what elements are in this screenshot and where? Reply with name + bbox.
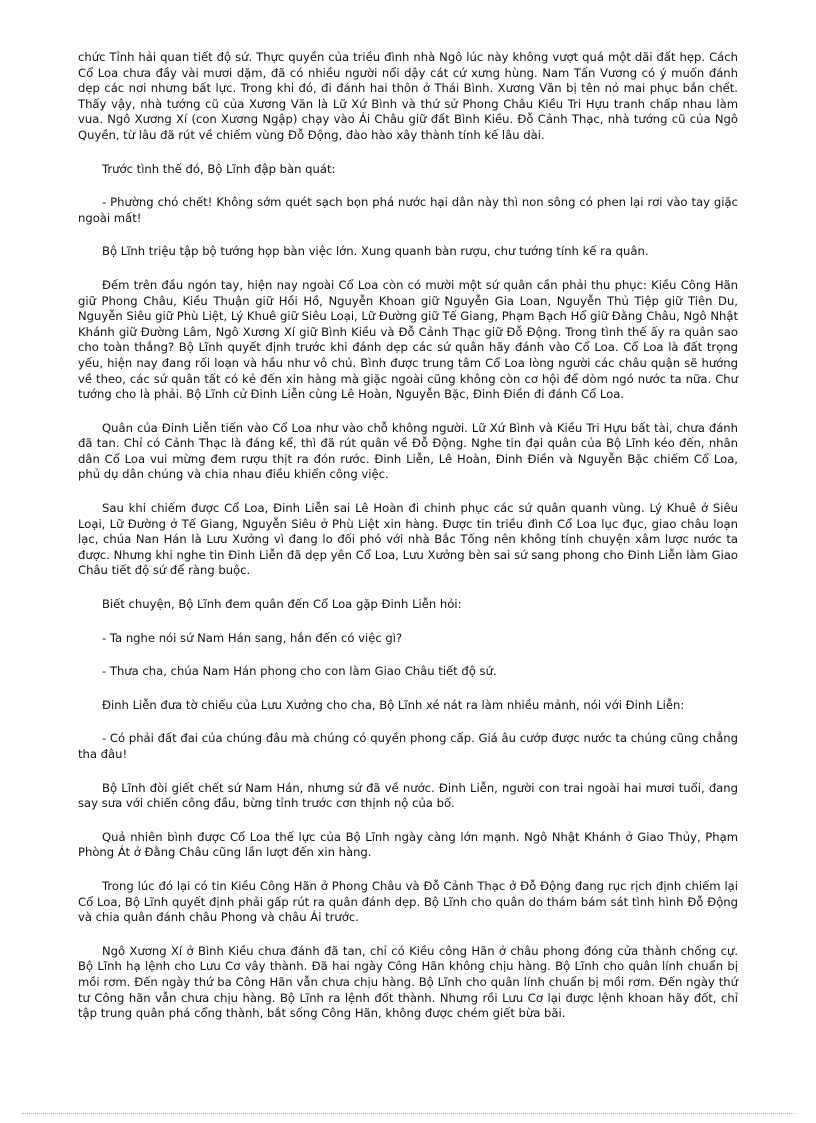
page-bottom-divider [22, 1113, 794, 1114]
paragraph: - Có phải đất đai của chúng đâu mà chúng có quyền phong cấp. Giá âu cướp được nước ta chúng cũng chẳng tha đâu! [78, 731, 738, 761]
paragraph: Trong lúc đó lại có tin Kiều Công Hãn ở Phong Châu và Đỗ Cảnh Thạc ở Đỗ Động đang rục rịch định chiếm lại Cổ Loa, Bộ Lĩnh quyết định phải gấp rút ra quân đánh dẹp. Bộ Lĩnh cho quân do thám bám sát tình hình Đỗ Động và chia quân đánh châu Phong và châu Ái trước. [78, 878, 738, 925]
paragraph: Bộ Lĩnh triệu tập bộ tướng họp bàn việc lớn. Xung quanh bàn rượu, chư tướng tính kế ra quân. [102, 244, 649, 259]
paragraph: Biết chuyện, Bộ Lĩnh đem quân đến Cổ Loa gặp Đinh Liễn hỏi: [102, 597, 462, 612]
paragraph: - Thưa cha, chúa Nam Hán phong cho con làm Giao Châu tiết độ sứ. [102, 664, 497, 679]
document-body [78, 50, 738, 1040]
paragraph: Đinh Liễn đưa tờ chiếu của Lưu Xưởng cho cha, Bộ Lĩnh xé nát ra làm nhiều mảnh, nói với Đinh Liễn: [102, 697, 685, 712]
paragraph: chức Tỉnh hải quan tiết độ sứ. Thực quyền của triều đình nhà Ngô lúc này không vượt quá một dãi đất hẹp. Cách Cổ Loa chưa đầy vài mươi dặm, đã có nhiều người nổi dậy cát cứ xưng hùng. Nam Tấn Vương có ý muốn đánh dẹp các nơi nhưng bất lực. Trong khi đó, đi đánh hai thôn ở Thái Bình. Xương Văn bị tên nỏ mai phục bắn chết. Thấy vậy, nhà tướng cũ của Xương Văn là Lữ Xứ Bình và thứ sử Phong Châu Kiều Tri Hựu tranh chấp nhau làm vua. Ngô Xương Xí (con Xương Ngập) chạy vào Ái Châu giữ đất Bình Kiều. Đỗ Cảnh Thạc, nhà tướng cũ của Ngô Quyền, từ lâu đã rút về chiếm vùng Đỗ Động, đào hào xây thành tính kế lâu dài. [78, 50, 738, 142]
paragraph: Bộ Lĩnh đòi giết chết sứ Nam Hán, nhưng sứ đã về nước. Đinh Liễn, người con trai ngoài hai mươi tuổi, đang say sưa với chiến công đầu, bừng tỉnh trước cơn thịnh nộ của bố. [78, 780, 738, 811]
paragraph: Quả nhiên bình được Cổ Loa thế lực của Bộ Lĩnh ngày càng lớn mạnh. Ngô Nhật Khánh ở Giao Thủy, Phạm Phòng Át ở Đằng Châu cũng lần lượt đến xin hàng. [78, 829, 738, 860]
paragraph: - Phường chó chết! Không sớm quét sạch bọn phá nước hại dân này thì non sông có phen lại rơi vào tay giặc ngoài mất! [78, 195, 738, 225]
paragraph: Sau khi chiếm được Cổ Loa, Đinh Liễn sai Lê Hoàn đi chinh phục các sứ quân quanh vùng. Lý Khuê ở Siêu Loại, Lữ Đường ở Tế Giang, Nguyễn Siêu ở Phù Liệt xin hàng. Được tin triều đình Cổ Loa lục đục, giao châu loạn lạc, chúa Nan Hán là Lưu Xưởng vì đang lo đối phó với nhà Bắc Tống nên không tính chuyện xâm lược nước ta được. Nhưng khi nghe tin Đinh Liễn đã dẹp yên Cổ Loa, Lưu Xưởng bèn sai sứ sang phong cho Đinh Liễn làm Giao Châu tiết độ sứ để ràng buộc. [78, 501, 738, 578]
paragraph: Trước tình thế đó, Bộ Lĩnh đập bàn quát: [102, 161, 336, 176]
paragraph: Ngô Xương Xí ở Bình Kiều chưa đánh đã tan, chỉ có Kiều công Hãn ở châu phong đóng cửa thành chống cự. Bộ Lĩnh hạ lệnh cho Lưu Cơ vây thành. Đã hai ngày Công Hãn không chịu hàng. Bộ Lĩnh cho quân lính chuẩn bị mồi rơm. Đến ngày thứ ba Công Hãn vẫn chưa chịu hàng. Bộ Lĩnh cho quân lính chuẩn bị mồi rơm. Đến ngày thứ tư Công hãn vẫn chưa chịu hàng. Bộ Lĩnh ra lệnh đốt thành. Nhưng rồi Lưu Cơ lại được lệnh khoan hãy đốt, chỉ tập trung quân phá cổng thành, bắt sống Công Hãn, không được chém giết bừa bãi. [78, 943, 738, 1021]
paragraph: - Ta nghe nói sứ Nam Hán sang, hắn đến có việc gì? [102, 630, 403, 645]
paragraph: Quân của Đinh Liễn tiến vào Cổ Loa như vào chỗ không người. Lữ Xứ Bình và Kiều Tri Hựu bất tài, chưa đánh đã tan. Chỉ có Cảnh Thạc là đáng kể, thì đã rút quân về Đỗ Động. Nghe tin đại quân của Bộ Lĩnh kéo đến, nhân dân Cổ Loa vui mừng đem rượu thịt ra đón rước. Đinh Liễn, Lê Hoàn, Đinh Điền và Nguyễn Bặc chiếm Cổ Loa, phủ dụ dân chúng và chia nhau điều khiển công việc. [78, 420, 738, 482]
paragraph: Đếm trên đầu ngón tay, hiện nay ngoài Cổ Loa còn có mười một sứ quân cần phải thu phục: Kiều Công Hãn giữ Phong Châu, Kiều Thuận giữ Hồi Hồ, Nguyễn Khoan giữ Nguyễn Gia Loan, Nguyễn Thủ Tiệp giữ Tiên Du, Nguyễn Siêu giữ Phù Liệt, Lý Khuê giữ Siêu Loại, Lữ Đường giữ Tế Giang, Phạm Bạch Hổ giữ Đằng Châu, Ngô Nhật Khánh giữ Đường Lâm, Ngô Xương Xí giữ Bình Kiều và Đỗ Cảnh Thạc giữ Đỗ Động. Trong tình thế ấy ra quân sao cho toàn thắng? Bộ Lĩnh quyết định trước khi đánh dẹp các sứ quân hãy đánh vào Cổ Loa. Cổ Loa là đất trọng yếu, hiện nay đang rối loạn và hầu như vô chủ. Bình được trung tâm Cổ Loa lòng người các châu quận sẽ hướng về theo, các sứ quân tất có kẻ đến xin hàng mà giặc ngoài cũng không còn cơ hội để dòm ngó nước ta nữa. Chư tướng cho là phải. Bộ Lĩnh cử Đinh Liễn cùng Lê Hoàn, Nguyễn Bặc, Đinh Điền đi đánh Cổ Loa. [78, 277, 738, 402]
